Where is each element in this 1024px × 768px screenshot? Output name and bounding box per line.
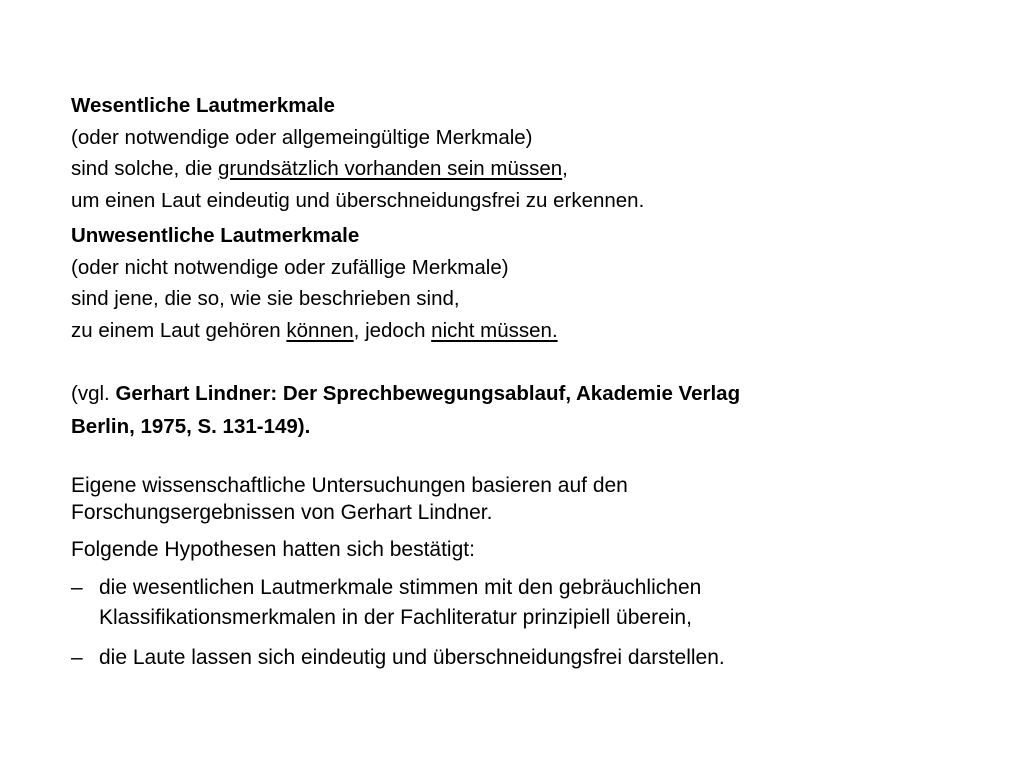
list-item-text <box>99 643 971 673</box>
text-line: Forschungsergebnissen von Gerhart Lindner. <box>71 501 493 524</box>
dash-marker: – <box>71 646 83 669</box>
section-nonessential-features <box>71 220 971 346</box>
list-item <box>71 643 971 673</box>
text-line: (oder nicht notwendige oder zufällige Merkmale) <box>71 255 509 279</box>
text-line: Eigene wissenschaftliche Untersuchungen basieren auf den <box>71 474 628 497</box>
text-span: sind solche, die <box>71 157 219 180</box>
paragraph: Folgende Hypothesen hatten sich bestätigt: <box>71 538 475 561</box>
citation-bold: Gerhart Lindner: Der Sprechbewegungsablauf, Akademie Verlag <box>115 382 741 405</box>
dash-marker: – <box>71 576 83 599</box>
underlined-text: nicht müssen. <box>431 318 558 342</box>
text-line: um einen Laut eindeutig und überschneidungsfrei zu erkennen. <box>71 188 645 212</box>
text-span: , jedoch <box>353 318 432 342</box>
text-line <box>71 377 971 410</box>
text-line: (oder notwendige oder allgemeingültige Merkmale) <box>71 125 533 149</box>
underlined-text: können <box>286 318 354 342</box>
paragraph <box>71 472 971 526</box>
underlined-text: grundsätzlich vorhanden sein müssen <box>218 157 563 180</box>
citation-bold: Berlin, 1975, S. 131-149). <box>71 415 311 438</box>
document-page <box>71 90 971 673</box>
text-line <box>71 315 971 347</box>
list-item <box>71 573 971 633</box>
text-line: sind jene, die so, wie sie beschrieben sind, <box>71 287 460 310</box>
hypothesis-list <box>71 573 971 673</box>
text-line: Klassifikationsmerkmalen in der Fachliteratur prinzipiell überein, <box>99 606 692 629</box>
text-span: , <box>562 157 568 180</box>
text-line: die wesentlichen Lautmerkmale stimmen mit den gebräuchlichen <box>99 576 702 599</box>
text-line <box>71 153 971 185</box>
section-title: Wesentliche Lautmerkmale <box>71 94 335 117</box>
section-title: Unwesentliche Lautmerkmale <box>71 224 360 247</box>
list-item-text <box>99 573 971 633</box>
section-essential-features <box>71 90 971 216</box>
text-span: zu einem Laut gehören <box>71 318 287 342</box>
text-line: die Laute lassen sich eindeutig und überschneidungsfrei darstellen. <box>99 646 725 669</box>
reference-citation <box>71 377 971 443</box>
text-span: (vgl. <box>71 382 116 405</box>
